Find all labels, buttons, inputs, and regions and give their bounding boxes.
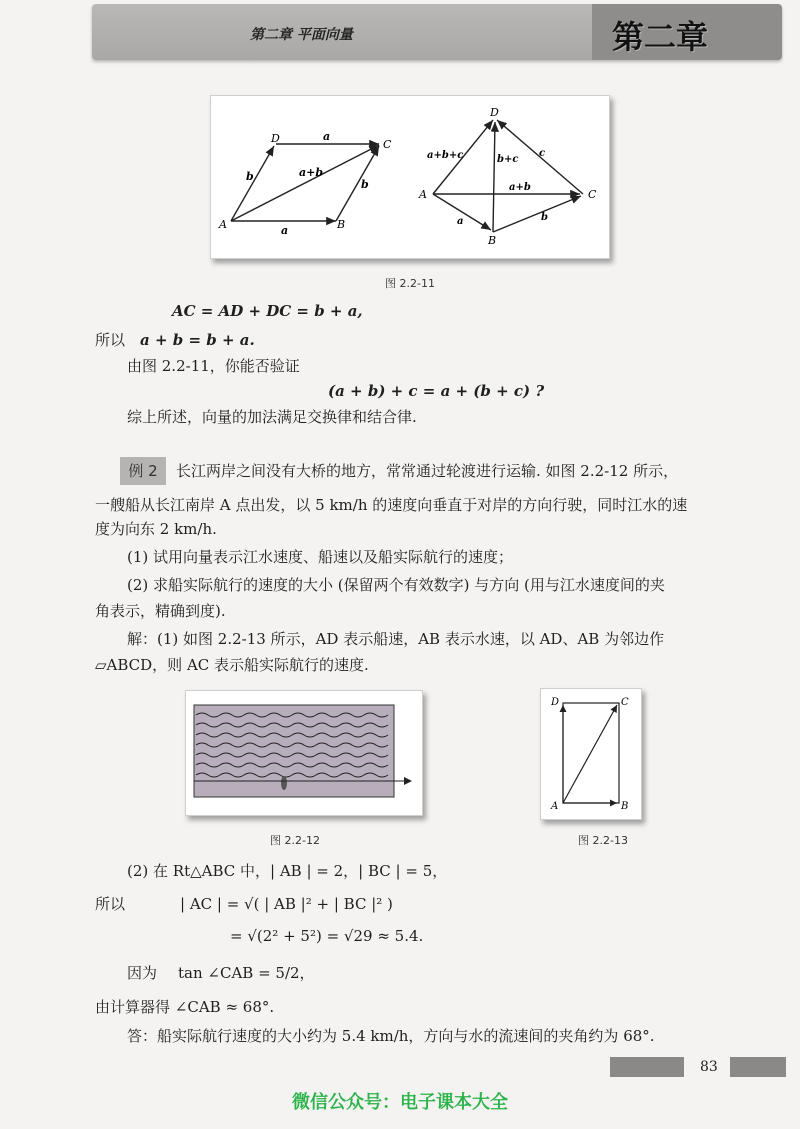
figure-caption-2-2-12: 图 2.2-12 (270, 834, 320, 847)
solution-1a: 解：(1) 如图 2.2-13 所示，AD 表示船速，AB 表示水速，以 AD、AB 为邻边作 (127, 630, 665, 648)
solution-1b: ▱ABCD，则 AC 表示船实际航行的速度. (95, 656, 369, 674)
verify-text: 由图 2.2-11，你能否验证 (127, 357, 300, 375)
left-label-C: C (383, 138, 392, 151)
solution-2-tan: tan ∠CAB = 5/2， (178, 964, 315, 982)
conclusion-text: 综上所述，向量的加法满足交换律和结合律. (127, 408, 417, 426)
footer-bar-left (610, 1057, 684, 1077)
left-label-B: B (337, 218, 346, 231)
velocity-rectangle (541, 689, 641, 819)
question-2a: (2) 求船实际航行的速度的大小 (保留两个有效数字) 与方向 (用与江水速度间的夹 (127, 576, 665, 594)
chapter-badge: 第二章 (612, 18, 709, 56)
associative-expr: (a + b) + c = a + (b + c) ? (328, 382, 545, 400)
fig3-label-B: B (621, 801, 629, 812)
page-number: 83 (700, 1059, 718, 1075)
right-label-abc: a+b+c (427, 150, 464, 161)
right-label-D: D (490, 106, 499, 119)
right-label-A: A (419, 188, 427, 201)
calculator-result: 由计算器得 ∠CAB ≈ 68°. (95, 998, 275, 1016)
commutative-expr: a + b = b + a. (140, 331, 255, 349)
figure-2-2-12 (185, 690, 423, 816)
left-label-b-left: b (246, 170, 254, 183)
right-label-B: B (488, 234, 497, 247)
fig3-label-C: C (621, 697, 629, 708)
fig3-label-A: A (551, 801, 559, 812)
left-label-a-top: a (323, 130, 331, 143)
right-label-ab: a+b (509, 182, 531, 193)
right-label-c: c (539, 148, 546, 159)
example-p1: 长江两岸之间没有大桥的地方，常常通过轮渡进行运输. 如图 2.2-12 所示， (176, 462, 679, 480)
because-label: 因为 (127, 964, 158, 982)
right-label-b: b (541, 212, 548, 223)
right-label-a: a (457, 216, 464, 227)
left-label-sum: a+b (299, 166, 324, 179)
river-illustration (186, 691, 422, 815)
left-label-b-right: b (361, 178, 369, 191)
chapter-header-title: 第二章 平面向量 (250, 27, 353, 43)
figure-caption-2-2-13: 图 2.2-13 (578, 834, 628, 847)
right-label-bc: b+c (497, 154, 519, 165)
so-label-2: 所以 (95, 895, 126, 913)
footer-bar-right (730, 1057, 786, 1077)
solution-2-line3: = √(2² + 5²) = √29 ≈ 5.4. (230, 927, 424, 945)
vector-diagrams (211, 96, 609, 258)
boat-icon (281, 776, 287, 790)
figure-caption-2-2-11: 图 2.2-11 (385, 277, 435, 290)
solution-2-line1: (2) 在 Rt△ABC 中，| AB | = 2，| BC | = 5， (127, 862, 448, 880)
right-label-C: C (588, 188, 597, 201)
final-answer: 答：船实际航行速度的大小约为 5.4 km/h，方向与水的流速间的夹角约为 68°. (127, 1027, 655, 1045)
question-2b: 角表示，精确到度). (95, 602, 226, 620)
fig3-label-D: D (551, 697, 560, 708)
equation-ac: AC = AD + DC = b + a, (172, 302, 363, 320)
left-label-D: D (271, 132, 280, 145)
figure-2-2-11 (210, 95, 610, 259)
left-label-A: A (219, 218, 227, 231)
example-p3: 度为向东 2 km/h. (95, 520, 217, 538)
question-1: (1) 试用向量表示江水速度、船速以及船实际航行的速度； (127, 548, 514, 566)
so-label-1: 所以 (95, 331, 126, 349)
solution-2-line2: | AC | = √( | AB |² + | BC |² ) (180, 895, 393, 913)
example-label: 例 2 (120, 457, 166, 485)
figure-2-2-13 (540, 688, 642, 820)
left-label-a-bottom: a (281, 224, 289, 237)
watermark: 微信公众号：电子课本大全 (292, 1092, 508, 1113)
example-p2: 一艘船从长江南岸 A 点出发，以 5 km/h 的速度向垂直于对岸的方向行驶，同时江水的速 (95, 496, 688, 514)
